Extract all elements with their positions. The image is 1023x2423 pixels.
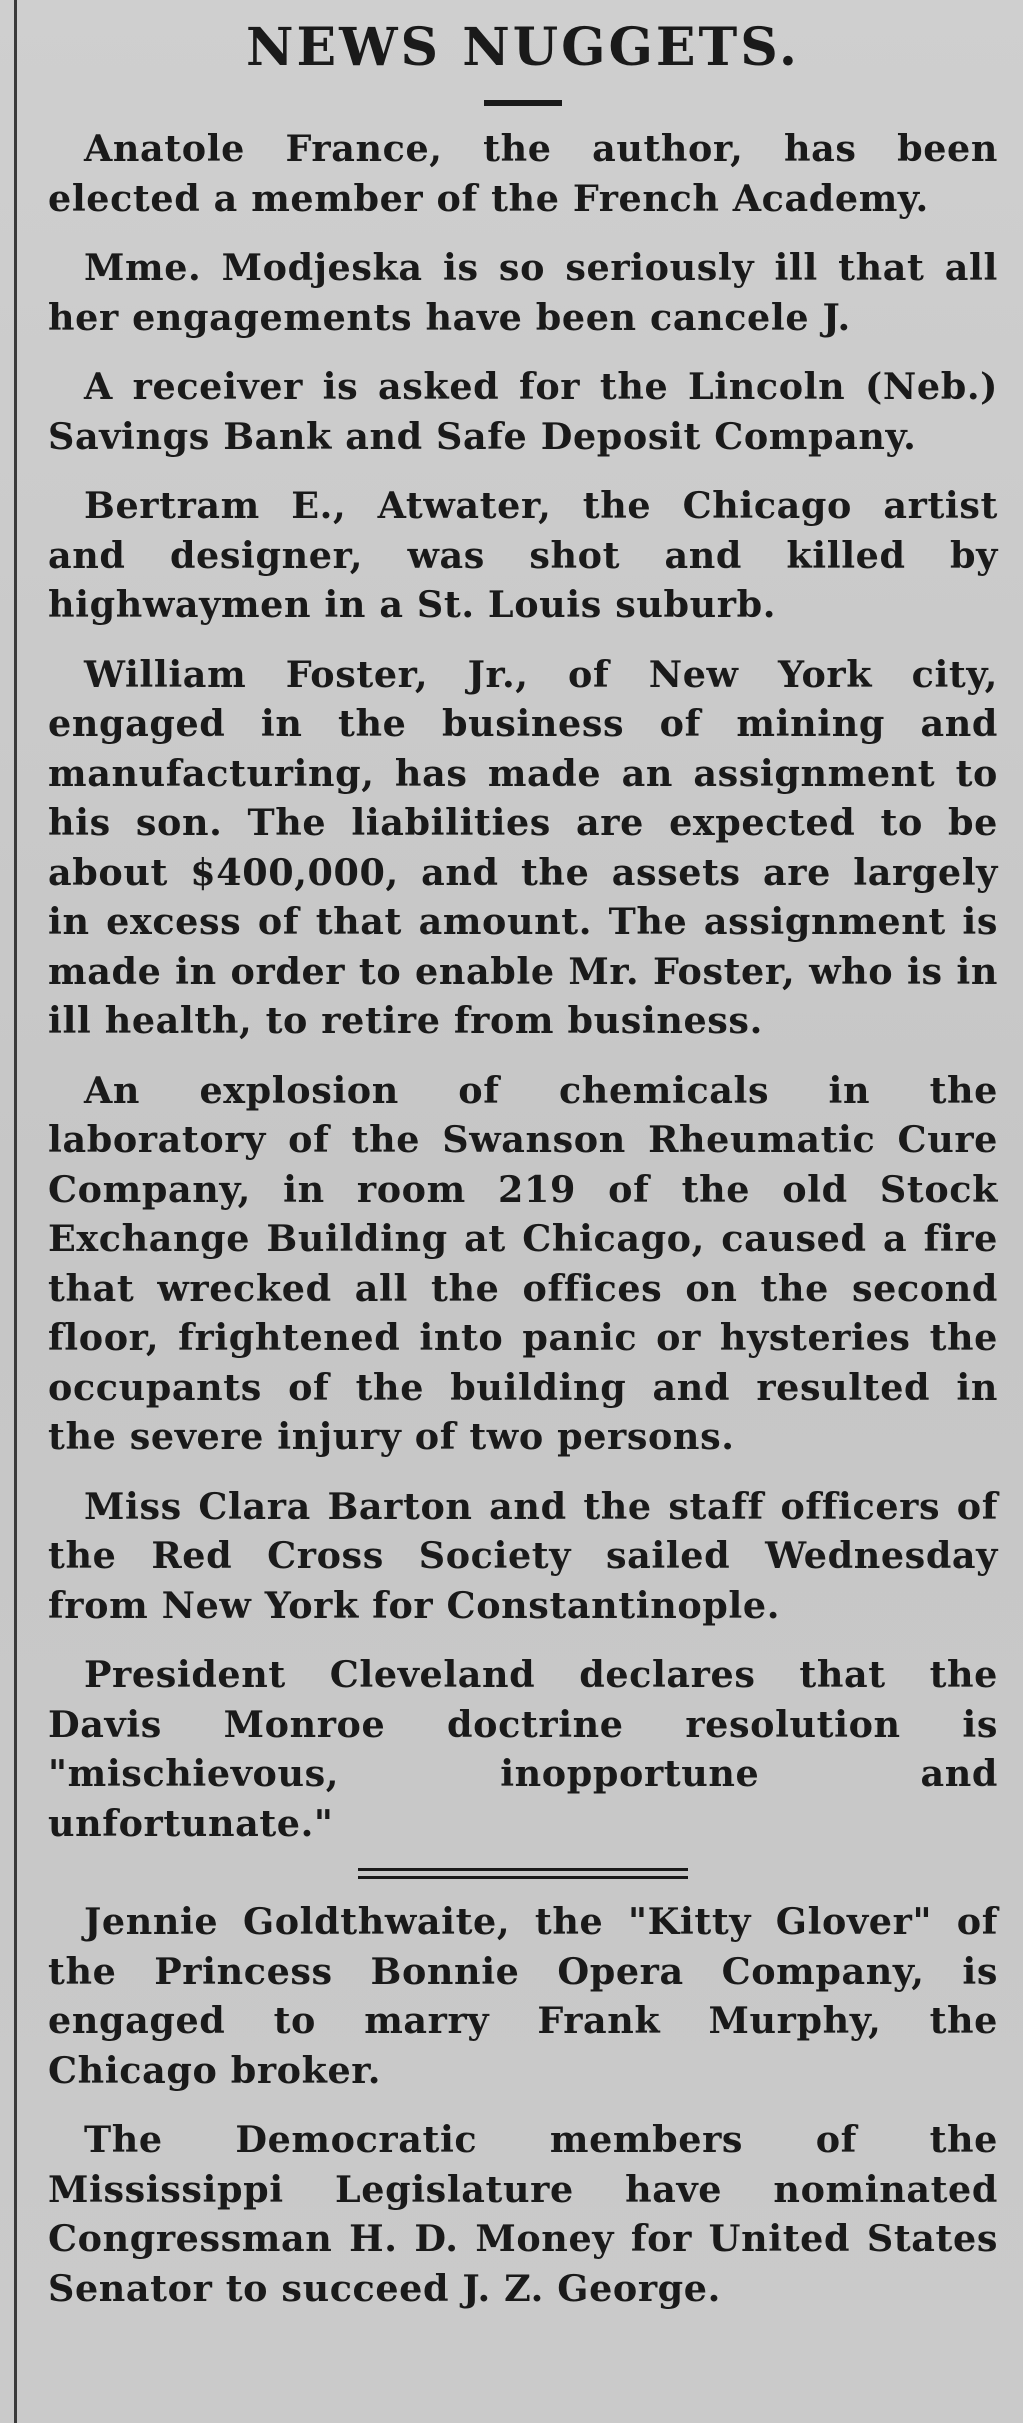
column-rule [14,0,17,2423]
news-item-goldthwaite: Jennie Goldthwaite, the "Kitty Glover" of the Princess Bonnie Opera Company, is engaged to marry Frank Murphy, the Chicago broker. [48,1900,998,2092]
news-item-cleveland: President Cleveland declares that the Davis Monroe doctrine resolution is "mischievous, inopportune and unfortunate." [48,1653,998,1845]
news-item-anatole-france: Anatole France, the author, has been elected a member of the French Academy. [48,127,998,220]
news-item-modjeska: Mme. Modjeska is so seriously ill that all her engagements have been cancele J. [48,246,998,339]
column-title: NEWS NUGGETS. [245,17,801,78]
news-column [48,18,998,2333]
news-item-explosion: An explosion of chemicals in the laboratory of the Swanson Rheumatic Cure Company, in room 219 of the old Stock Exchange Building at Chicago, caused a fire that wrecked all the offices on the second floor, frightened into panic or hysteries the occupants of the building and resulted in the severe injury of two persons. [48,1068,998,1458]
news-item-lincoln-bank: A receiver is asked for the Lincoln (Neb.) Savings Bank and Safe Deposit Company. [48,365,998,458]
news-item-atwater: Bertram E., Atwater, the Chicago artist and designer, was shot and killed by highwaymen in a St. Louis suburb. [48,484,998,626]
title-divider [484,100,562,106]
news-item-mississippi: The Democratic members of the Mississippi Legislature have nominated Congressman H. D. Money for United States Senator to succeed J. Z. George. [48,2118,998,2310]
news-item-william-foster: William Foster, Jr., of New York city, engaged in the business of mining and manufacturing, has made an assignment to his son. The liabilities are expected to be about $400,000, and the assets are largely in excess of that amount. The assignment is made in order to enable Mr. Foster, who is in ill health, to retire from business. [48,652,998,1042]
news-item-clara-barton: Miss Clara Barton and the staff officers of the Red Cross Society sailed Wednesday from New York for Constantinople. [48,1484,998,1627]
section-divider [358,1868,688,1879]
